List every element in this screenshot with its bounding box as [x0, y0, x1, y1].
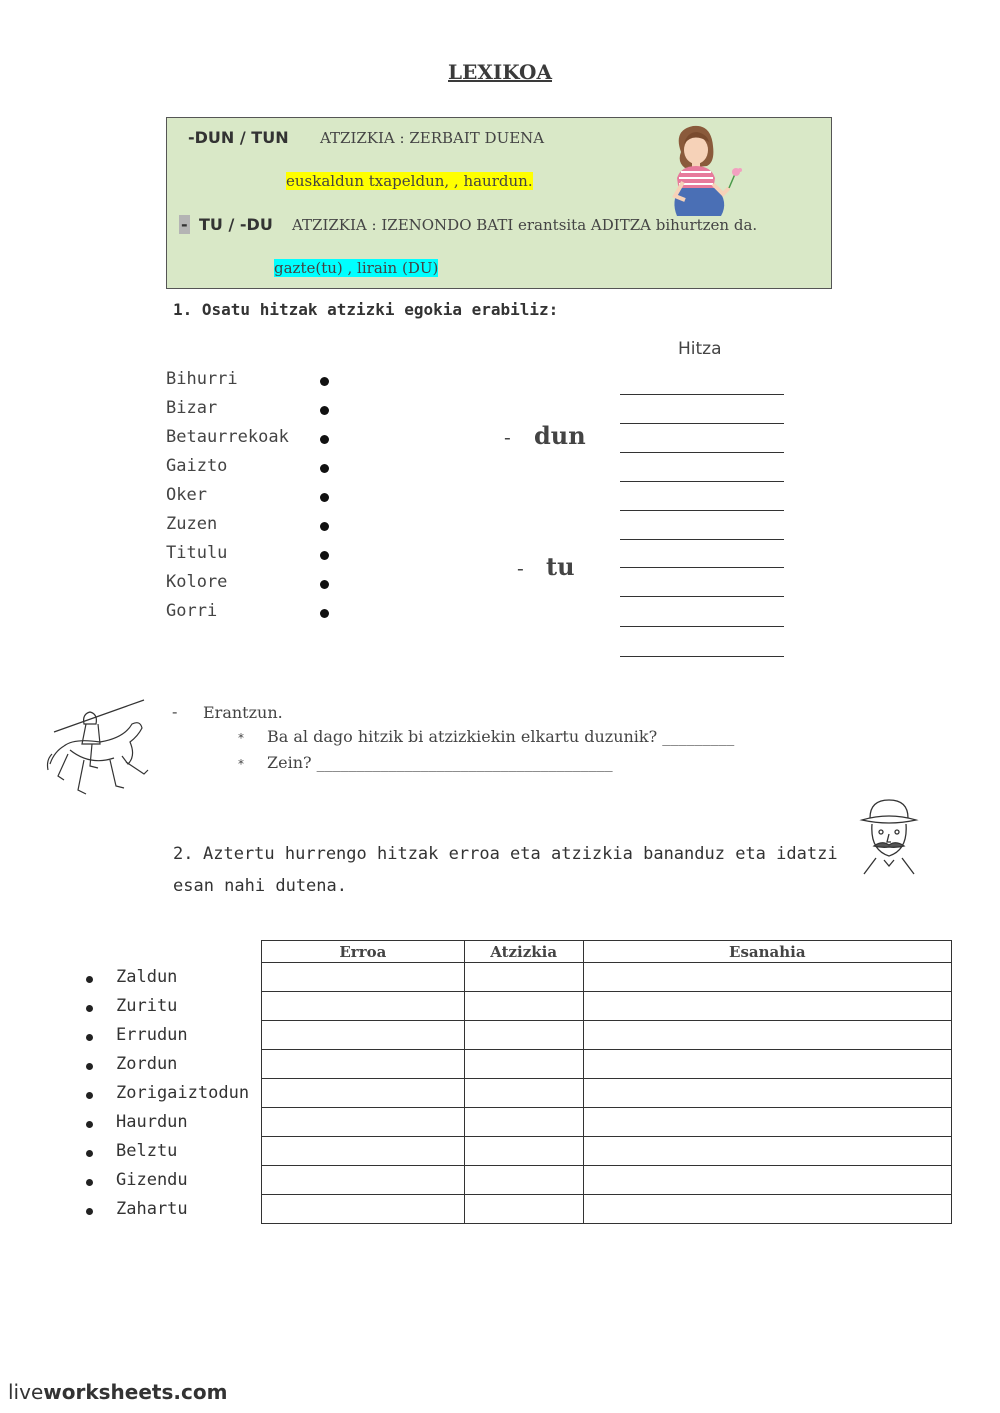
atzizkia-cell[interactable] — [464, 1021, 583, 1050]
atzizkia-cell[interactable] — [464, 1166, 583, 1195]
atzizkia-cell[interactable] — [464, 1050, 583, 1079]
esanahia-cell[interactable] — [583, 1166, 951, 1195]
match-dot[interactable] — [320, 435, 329, 444]
answer-line[interactable] — [620, 567, 784, 568]
table-row — [262, 1050, 952, 1079]
esanahia-cell[interactable] — [583, 1021, 951, 1050]
bullet-dot — [86, 1005, 93, 1012]
analysis-word: Zorigaiztodun — [116, 1083, 250, 1103]
liveworksheets-logo[interactable] — [8, 1380, 227, 1404]
knight-on-horse-icon — [44, 694, 156, 802]
atzizkia-cell[interactable] — [464, 1108, 583, 1137]
word-item: Zuzen — [166, 514, 218, 534]
word-item: Titulu — [166, 543, 228, 563]
atzizkia-cell[interactable] — [464, 1195, 583, 1224]
header-esanahia: Esanahia — [583, 941, 951, 963]
word-item: Kolore — [166, 572, 228, 592]
suffix-definition-2: ATZIZKIA : IZENONDO BATI erantsita ADITZA bihurtzen da. — [292, 216, 758, 234]
suffix-dun: dun — [534, 421, 586, 450]
match-dot[interactable] — [320, 580, 329, 589]
question-2: Zein? _____________________________________ — [267, 753, 613, 772]
answer-line[interactable] — [620, 656, 784, 657]
esanahia-cell[interactable] — [583, 1195, 951, 1224]
match-dot[interactable] — [320, 493, 329, 502]
answer-line[interactable] — [620, 452, 784, 453]
analysis-word: Zuritu — [116, 996, 178, 1016]
erroa-cell[interactable] — [262, 1195, 465, 1224]
table-row — [262, 1137, 952, 1166]
analysis-table — [261, 940, 952, 1224]
erroa-cell[interactable] — [262, 1079, 465, 1108]
bullet-dot — [86, 976, 93, 983]
table-header-row — [262, 941, 952, 963]
suffix-dash: - — [504, 425, 511, 449]
answer-line[interactable] — [620, 510, 784, 511]
answer-line[interactable] — [620, 423, 784, 424]
table-row — [262, 1166, 952, 1195]
answer-line[interactable] — [620, 481, 784, 482]
esanahia-cell[interactable] — [583, 1137, 951, 1166]
examples-dun: euskaldun txapeldun, , haurdun. — [286, 172, 533, 190]
info-box — [166, 117, 832, 289]
atzizkia-cell[interactable] — [464, 992, 583, 1021]
bullet-dot — [86, 1150, 93, 1157]
bullet-star: * — [238, 757, 244, 771]
bullet-star: * — [238, 731, 244, 745]
match-dot[interactable] — [320, 377, 329, 386]
esanahia-cell[interactable] — [583, 1050, 951, 1079]
question-1: Ba al dago hitzik bi atzizkiekin elkartu duzunik? _________ — [267, 727, 735, 746]
erroa-cell[interactable] — [262, 963, 465, 992]
answer-line[interactable] — [620, 539, 784, 540]
suffix-dash: - — [517, 556, 524, 580]
erroa-cell[interactable] — [262, 1166, 465, 1195]
bullet-dot — [86, 1208, 93, 1215]
word-item: Gaizto — [166, 456, 228, 476]
table-row — [262, 992, 952, 1021]
match-dot[interactable] — [320, 609, 329, 618]
table-row — [262, 1108, 952, 1137]
page-title: LEXIKOA — [448, 60, 552, 84]
word-item: Bizar — [166, 398, 218, 418]
bullet-dot — [86, 1092, 93, 1099]
answer-dash: - — [172, 702, 178, 721]
match-dot[interactable] — [320, 464, 329, 473]
analysis-word: Belztu — [116, 1141, 178, 1161]
atzizkia-cell[interactable] — [464, 963, 583, 992]
erroa-cell[interactable] — [262, 1050, 465, 1079]
analysis-word: Zordun — [116, 1054, 178, 1074]
erroa-cell[interactable] — [262, 992, 465, 1021]
word-item: Betaurrekoak — [166, 427, 289, 447]
answer-prompt: Erantzun. — [203, 703, 283, 722]
word-item: Gorri — [166, 601, 218, 621]
erroa-cell[interactable] — [262, 1108, 465, 1137]
dash-highlight: - — [181, 215, 188, 234]
exercise-1-title: 1. Osatu hitzak atzizki egokia erabiliz: — [173, 300, 559, 319]
table-row — [262, 1195, 952, 1224]
hitza-column-header: Hitza — [678, 339, 722, 359]
analysis-word: Haurdun — [116, 1112, 188, 1132]
pregnant-woman-icon — [663, 122, 753, 220]
answer-line[interactable] — [620, 394, 784, 395]
logo-brand: worksheets.com — [43, 1380, 228, 1404]
esanahia-cell[interactable] — [583, 963, 951, 992]
exercise-2-number: 2. — [173, 844, 194, 864]
exercise-2-text: Aztertu hurrengo hitzak erroa eta atzizkia bananduz eta idatzi esan nahi dutena. — [173, 844, 838, 896]
match-dot[interactable] — [320, 522, 329, 531]
bullet-dot — [86, 1179, 93, 1186]
analysis-word: Errudun — [116, 1025, 188, 1045]
word-item: Bihurri — [166, 369, 238, 389]
suffix-label-tu-du: TU / -DU — [199, 215, 273, 234]
table-row — [262, 963, 952, 992]
answer-line[interactable] — [620, 596, 784, 597]
header-atzizkia: Atzizkia — [464, 941, 583, 963]
logo-prefix: live — [8, 1380, 44, 1404]
bullet-dot — [86, 1121, 93, 1128]
match-dot[interactable] — [320, 406, 329, 415]
suffix-label-dun-tun: -DUN / TUN — [188, 128, 289, 147]
esanahia-cell[interactable] — [583, 1108, 951, 1137]
esanahia-cell[interactable] — [583, 1079, 951, 1108]
exercise-2-instruction — [173, 838, 853, 902]
gentleman-icon — [856, 796, 922, 876]
suffix-definition-1: ATZIZKIA : ZERBAIT DUENA — [320, 129, 545, 147]
analysis-word: Zahartu — [116, 1199, 188, 1219]
answer-line[interactable] — [620, 626, 784, 627]
analysis-word: Gizendu — [116, 1170, 188, 1190]
esanahia-cell[interactable] — [583, 992, 951, 1021]
bullet-dot — [86, 1034, 93, 1041]
atzizkia-cell[interactable] — [464, 1079, 583, 1108]
erroa-cell[interactable] — [262, 1021, 465, 1050]
examples-tu: gazte(tu) , lirain (DU) — [274, 259, 439, 277]
atzizkia-cell[interactable] — [464, 1137, 583, 1166]
table-row — [262, 1079, 952, 1108]
erroa-cell[interactable] — [262, 1137, 465, 1166]
word-item: Oker — [166, 485, 207, 505]
analysis-word: Zaldun — [116, 967, 178, 987]
suffix-tu: tu — [546, 552, 575, 581]
header-erroa: Erroa — [262, 941, 465, 963]
bullet-dot — [86, 1063, 93, 1070]
match-dot[interactable] — [320, 551, 329, 560]
table-row — [262, 1021, 952, 1050]
